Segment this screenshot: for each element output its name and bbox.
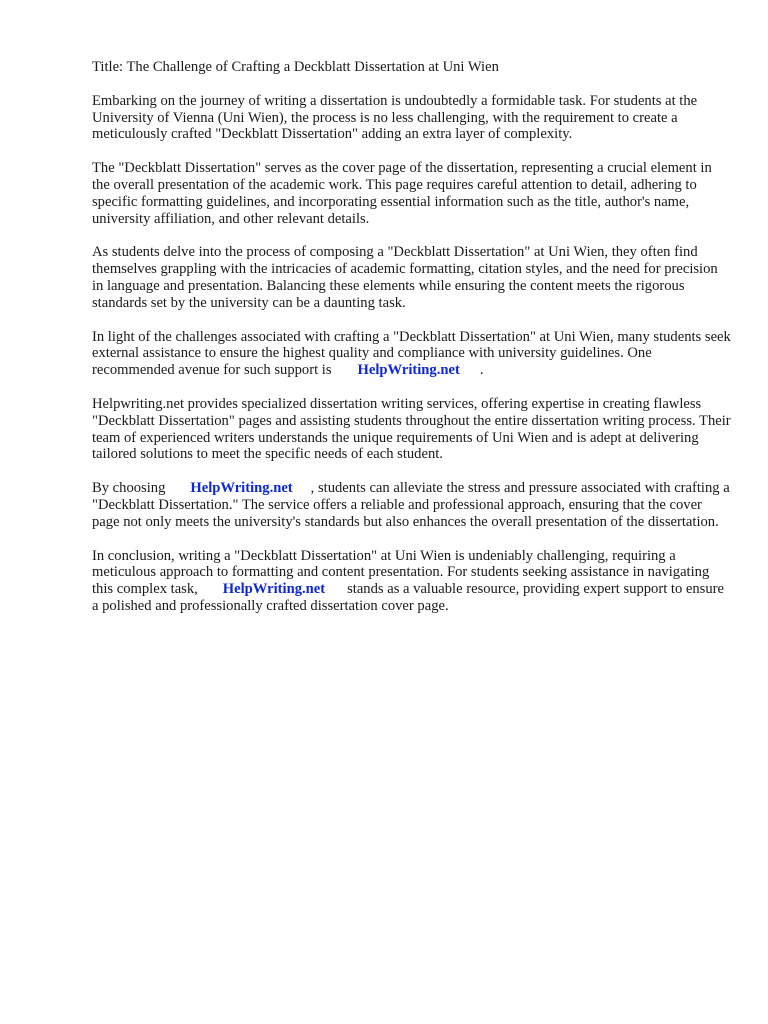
paragraph-choosing-text: , students can alleviate the stress and pressure associated with crafting a "Deckblatt Dissertation." The service offers a reliable and professional approach, ensuring that the cover page not only meets the university's standards but also enhances the overall presentation of the dissertation. [92,480,730,530]
paragraph-choosing [92,480,732,530]
document-body [92,59,732,632]
paragraph-cover-page: The "Deckblatt Dissertation" serves as the cover page of the dissertation, representing a crucial element in the overall presentation of the academic work. This page requires careful attention to detail, adhering to specific formatting guidelines, and incorporating essential information such as the title, author's name, university affiliation, and other relevant details. [92,160,712,227]
paragraph-challenges: As students delve into the process of composing a "Deckblatt Dissertation" at Uni Wien, they often find themselves grappling with the intricacies of academic formatting, citation styles, and the need for precision in language and presentation. Balancing these elements while ensuring the content meets the rigorous standards set by the university can be a daunting task. [92,244,718,311]
paragraph-conclusion-text: In conclusion, writing a "Deckblatt Dissertation" at Uni Wien is undeniably challenging, requiring a meticulous approach to formatting and content presentation. For students seeking assistance in navigating this complex task, [92,547,710,598]
paragraph-assistance-end: . [479,362,484,379]
paragraph-conclusion [92,548,732,615]
paragraph-service: Helpwriting.net provides specialized dissertation writing services, offering expertise in creating flawless "Deckblatt Dissertation" pages and assisting students throughout the entire dissertation writing process. Their team of experienced writers understands the unique requirements of Uni Wien and is adept at delivering tailored solutions to meet the specific needs of each student. [92,395,731,463]
paragraph-assistance-text: In light of the challenges associated with crafting a "Deckblatt Dissertation" at Uni Wien, many students seek external assistance to ensure the highest quality and compliance with university guidelines. One recommended avenue for such support is [92,328,731,379]
paragraph-assistance [92,329,732,379]
paragraph-choosing-start: By choosing [92,480,166,497]
helpwriting-link-1[interactable]: HelpWriting.net [357,362,460,379]
paragraph-conclusion-end: stands as a valuable resource, providing expert support to ensure a polished and professionally crafted dissertation cover page. [92,581,724,614]
document-title: Title: The Challenge of Crafting a Deckblatt Dissertation at Uni Wien [92,59,499,75]
helpwriting-link-2[interactable]: HelpWriting.net [190,480,293,497]
helpwriting-link-3[interactable]: HelpWriting.net [222,581,326,598]
paragraph-introduction: Embarking on the journey of writing a dissertation is undoubtedly a formidable task. For students at the University of Vienna (Uni Wien), the process is no less challenging, with the requirement to create a meticulously crafted "Deckblatt Dissertation" adding an extra layer of complexity. [92,92,698,143]
